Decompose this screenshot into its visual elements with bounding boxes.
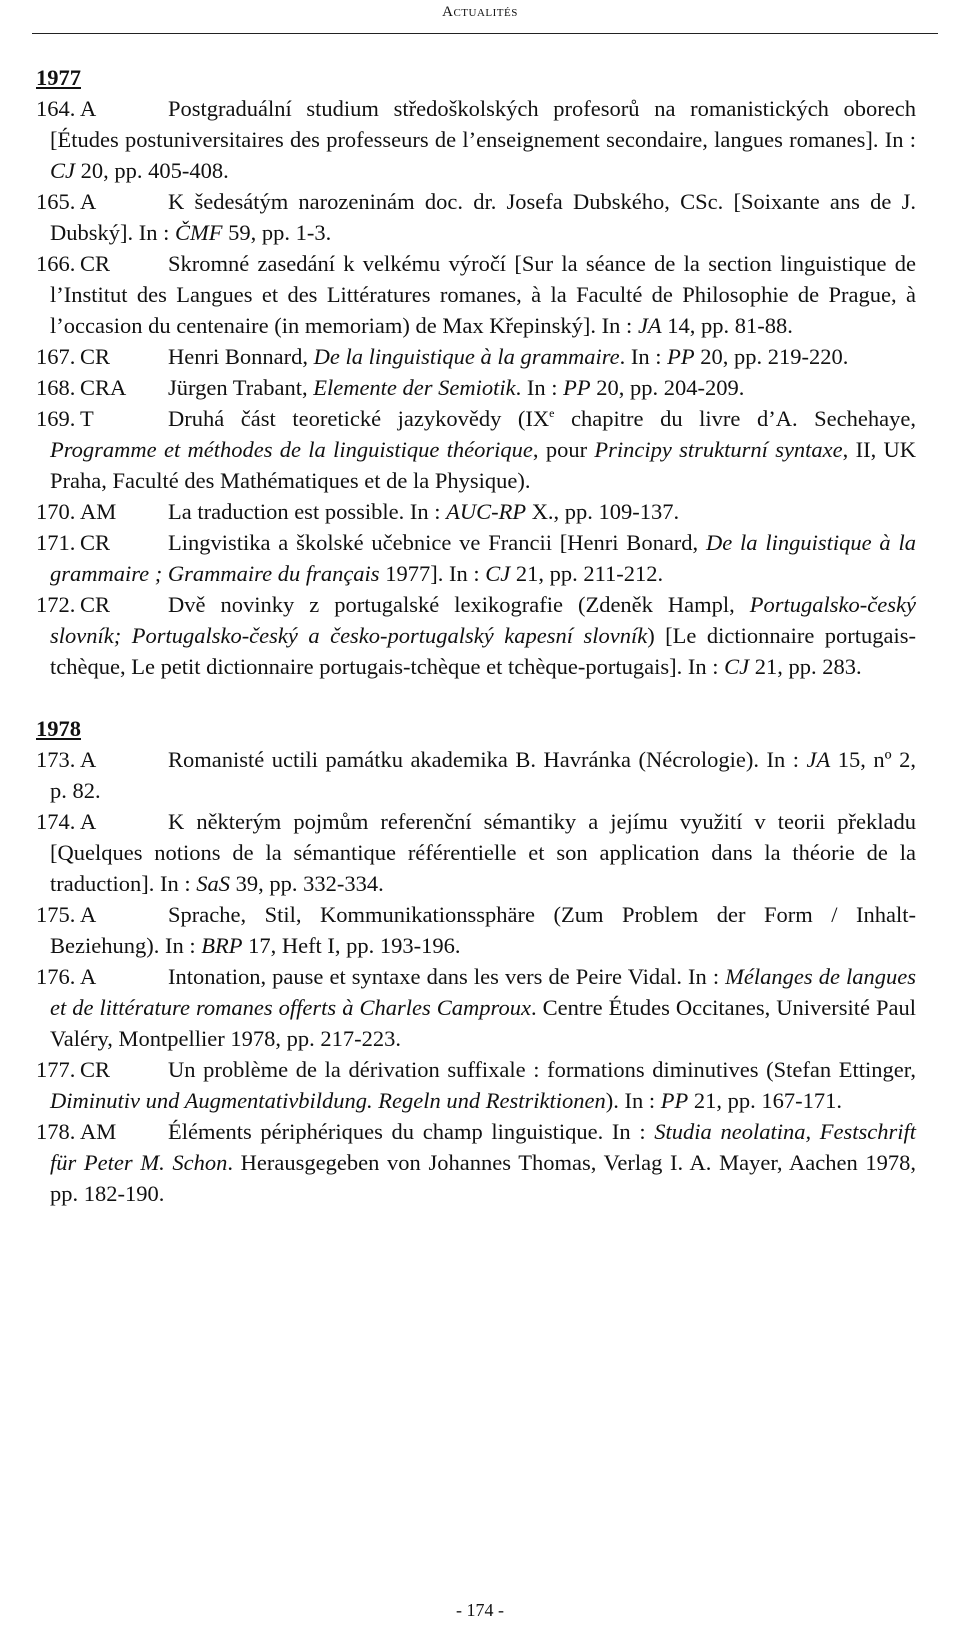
entry-text: K šedesátým narozeninám doc. dr. Josefa Dubského, CSc. [Soixante ans de J. Dubský]. In : ČMF 59, pp. 1-3.	[50, 189, 916, 245]
entry-number: 173.	[36, 747, 76, 772]
entry-type-code: T	[80, 406, 94, 431]
bibliography-entry	[36, 899, 916, 961]
entry-type-code: CR	[80, 1057, 111, 1082]
entry-number: 170.	[36, 499, 76, 524]
entry-type-code: A	[80, 809, 97, 834]
entry-number: 176.	[36, 964, 76, 989]
entry-number: 172.	[36, 592, 76, 617]
entry-type-code: A	[80, 964, 97, 989]
entry-type-code: AM	[80, 1119, 117, 1144]
entry-text: Sprache, Stil, Kommunikationssphäre (Zum Problem der Form / Inhalt-Beziehung). In : BRP 17, Heft I, pp. 193-196.	[50, 902, 916, 958]
entry-type-code: A	[80, 96, 97, 121]
entry-text: Intonation, pause et syntaxe dans les vers de Peire Vidal. In : Mélanges de langues et de littérature romanes offerts à Charles Camproux. Centre Études Occitanes, Université Paul Valéry, Montpellier 1978, pp. 217-223.	[50, 964, 916, 1051]
entry-text: Éléments périphériques du champ linguistique. In : Studia neolatina, Festschrift für Peter M. Schon. Herausgegeben von Johannes Thomas, Verlag I. A. Mayer, Aachen 1978, pp. 182-190.	[50, 1119, 916, 1206]
entry-type-code: CR	[80, 344, 111, 369]
bibliography-entry	[36, 1054, 916, 1116]
entry-text: La traduction est possible. In : AUC-RP X., pp. 109-137.	[168, 499, 680, 524]
entry-type-code: AM	[80, 499, 117, 524]
running-header: Actualités	[442, 4, 518, 20]
bibliography-entry	[36, 744, 916, 806]
entry-text: Romanisté uctili památku akademika B. Havránka (Nécrologie). In : JA 15, nº 2, p. 82.	[50, 747, 916, 803]
entry-text: Postgraduální studium středoškolských profesorů na romanistických oborech [Études postuniversitaires des professeurs de l’enseignement secondaire, langues romanes]. In : CJ 20, pp. 405-408.	[50, 96, 916, 183]
section-year: 1978	[36, 716, 81, 741]
entry-text: K některým pojmům referenční sémantiky a jejímu využití v teorii překladu [Quelques notions de la sémantique référentielle et son application dans la théorie de la traduction]. In : SaS 39, pp. 332-334.	[50, 809, 916, 896]
entry-number: 166.	[36, 251, 76, 276]
entry-number: 167.	[36, 344, 76, 369]
bibliography-entry	[36, 93, 916, 186]
entry-number: 171.	[36, 530, 76, 555]
entry-number: 174.	[36, 809, 76, 834]
bibliography-entry	[36, 248, 916, 341]
bibliography-entry	[36, 372, 916, 403]
bibliography-entry	[36, 1116, 916, 1209]
entry-number: 168.	[36, 375, 76, 400]
entry-text: Henri Bonnard, De la linguistique à la grammaire. In : PP 20, pp. 219-220.	[168, 344, 849, 369]
bibliography-entry	[36, 589, 917, 682]
entry-text: Un problème de la dérivation suffixale : formations diminutives (Stefan Ettinger, Diminutiv und Augmentativbildung. Regeln und Restriktionen). In : PP 21, pp. 167-171.	[50, 1057, 916, 1113]
entry-text: Dvě novinky z portugalské lexikografie (Zdeněk Hampl, Portugalsko-český slovník; Portugalsko-český a česko-portugalský kapesní slovník) [Le dictionnaire portugais-tchèque, Le petit dictionnaire portugais-tchèque et tchèque-portugais]. In : CJ 21, pp. 283.	[50, 592, 917, 679]
entry-type-code: CR	[80, 251, 111, 276]
bibliography-entry	[36, 961, 916, 1054]
entry-type-code: CR	[80, 592, 111, 617]
entry-number: 177.	[36, 1057, 76, 1082]
bibliography-entry	[36, 186, 916, 248]
page-number: - 174 -	[456, 1600, 504, 1620]
header-divider	[32, 33, 938, 34]
entry-text: Jürgen Trabant, Elemente der Semiotik. In : PP 20, pp. 204-209.	[168, 375, 745, 400]
bibliography-content	[36, 62, 916, 1209]
entry-number: 178.	[36, 1119, 76, 1144]
bibliography-entry	[36, 403, 917, 496]
entry-number: 165.	[36, 189, 76, 214]
entry-type-code: A	[80, 189, 97, 214]
bibliography-entry	[36, 806, 916, 899]
entry-type-code: A	[80, 747, 97, 772]
bibliography-entry	[36, 496, 916, 527]
entry-type-code: A	[80, 902, 97, 927]
entry-number: 169.	[36, 406, 76, 431]
entry-text: Lingvistika a školské učebnice ve Francii [Henri Bonard, De la linguistique à la grammaire ; Grammaire du français 1977]. In : CJ 21, pp. 211-212.	[50, 530, 916, 586]
entry-type-code: CR	[80, 530, 111, 555]
entry-text: Skromné zasedání k velkému výročí [Sur la séance de la section linguistique de l’Institut des Langues et des Littératures romanes, à la Faculté de Philosophie de Prague, à l’occasion du centenaire (in memoriam) de Max Křepinský]. In : JA 14, pp. 81-88.	[50, 251, 916, 338]
entry-number: 175.	[36, 902, 76, 927]
entry-type-code: CRA	[80, 375, 127, 400]
section-year: 1977	[36, 65, 81, 90]
bibliography-entry	[36, 341, 916, 372]
entry-text: Druhá část teoretické jazykovědy (IXe chapitre du livre d’A. Sechehaye, Programme et méthodes de la linguistique théorique, pour Principy strukturní syntaxe, II, UK Praha, Faculté des Mathématiques et de la Physique).	[50, 406, 917, 493]
bibliography-entry	[36, 527, 916, 589]
entry-number: 164.	[36, 96, 76, 121]
